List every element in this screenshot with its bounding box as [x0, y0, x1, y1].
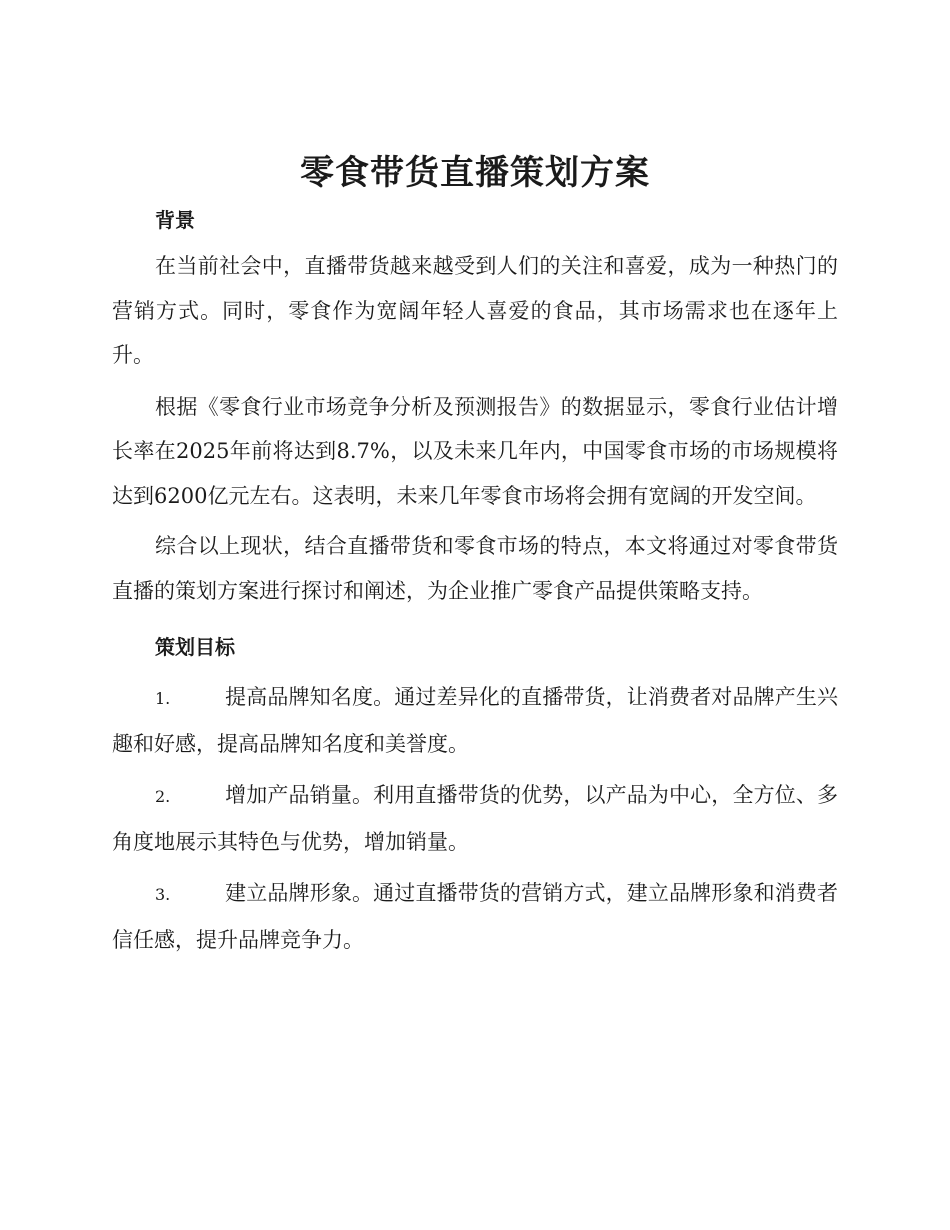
goal-list-item [112, 871, 838, 962]
section-heading-background: 背景 [155, 208, 195, 232]
document-body [112, 200, 838, 969]
background-paragraph-1: 在当前社会中，直播带货越来越受到人们的关注和喜爱，成为一种热门的营销方式。同时，零食作为宽阔年轻人喜爱的食品，其市场需求也在逐年上升。 [112, 254, 838, 367]
list-item-text: 提高品牌知名度。通过差异化的直播带货，让消费者对品牌产生兴趣和好感，提高品牌知名度和美誉度。 [112, 685, 838, 756]
list-item-number: 2. [155, 787, 171, 806]
section-heading-goals: 策划目标 [155, 635, 235, 659]
list-item-number: 3. [155, 885, 171, 904]
list-item-number: 1. [155, 689, 171, 708]
goal-list-item [112, 675, 838, 766]
background-paragraph-2: 根据《零食行业市场竞争分析及预测报告》的数据显示，零食行业估计增长率在2025年前将达到8.7%，以及未来几年内，中国零食市场的市场规模将达到6200亿元左右。这表明，未来几年零食市场将会拥有宽阔的开发空间。 [112, 394, 838, 508]
list-item-text: 增加产品销量。利用直播带货的优势，以产品为中心，全方位、多角度地展示其特色与优势，增加销量。 [112, 783, 838, 854]
document-title: 零食带货直播策划方案 [300, 153, 650, 193]
background-paragraph-3: 综合以上现状，结合直播带货和零食市场的特点，本文将通过对零食带货直播的策划方案进行探讨和阐述，为企业推广零食产品提供策略支持。 [112, 534, 838, 603]
goal-list-item [112, 773, 838, 864]
list-item-text: 建立品牌形象。通过直播带货的营销方式，建立品牌形象和消费者信任感，提升品牌竞争力。 [112, 881, 838, 952]
